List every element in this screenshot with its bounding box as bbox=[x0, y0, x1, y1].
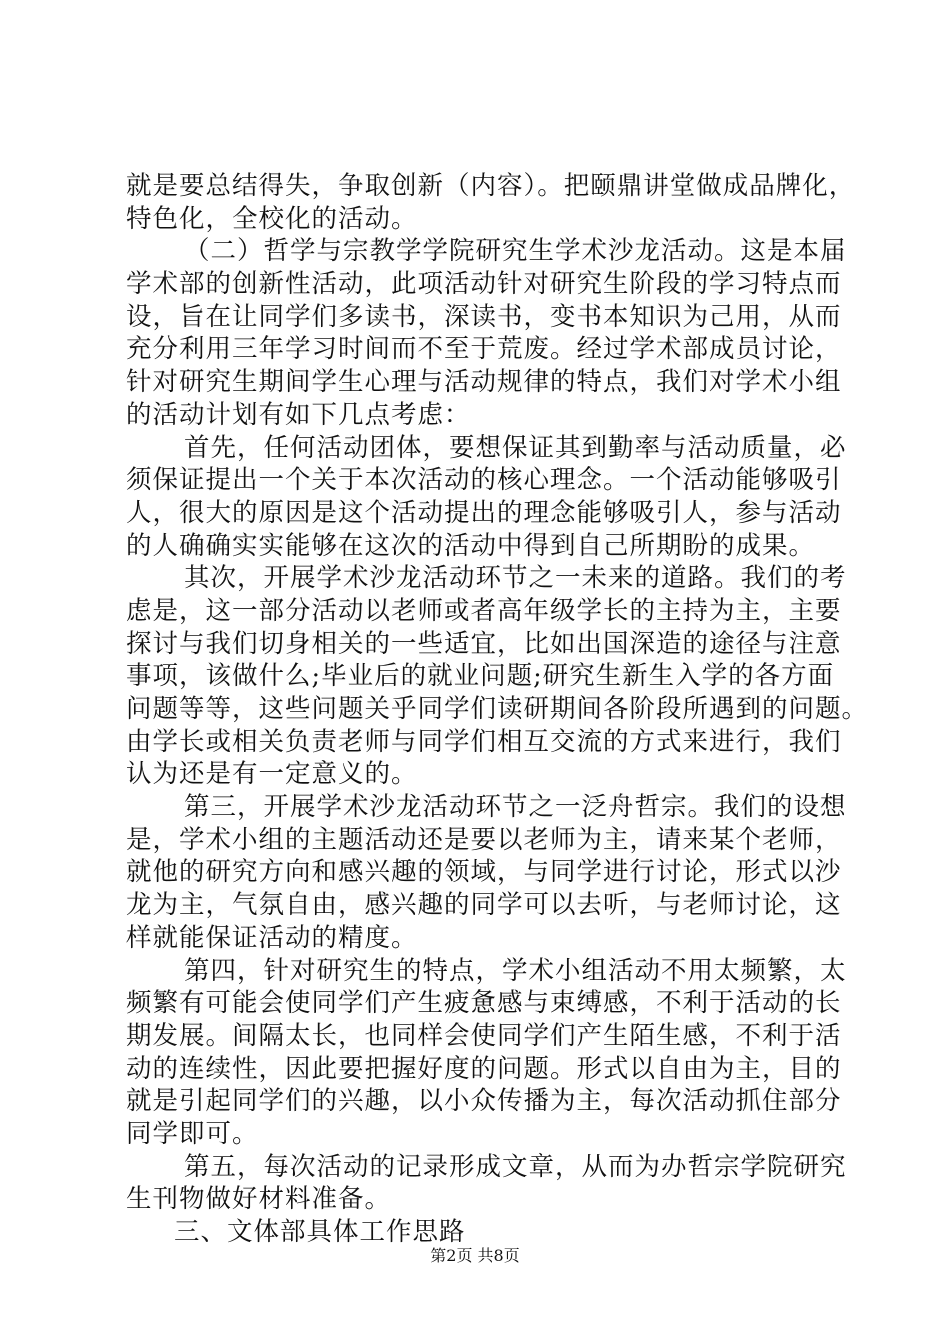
paragraph-start: 第三，开展学术沙龙活动环节之一泛舟哲宗。我们的设想 bbox=[184, 792, 847, 823]
text-line: 的人确确实实能够在这次的活动中得到自己所期盼的成果。 bbox=[126, 530, 816, 561]
text-line: 生刊物做好材料准备。 bbox=[126, 1184, 392, 1215]
text-line: 探讨与我们切身相关的一些适宜，比如出国深造的途径与注意 bbox=[126, 628, 842, 659]
text-line: 由学长或相关负责老师与同学们相互交流的方式来进行，我们 bbox=[126, 726, 842, 757]
text-line: 是，学术小组的主题活动还是要以老师为主，请来某个老师， bbox=[126, 824, 842, 855]
page-number: 第2页 共8页 bbox=[430, 1246, 520, 1265]
text-line: 期发展。间隔太长，也同样会使同学们产生陌生感，不利于活 bbox=[126, 1020, 842, 1051]
text-line: 就他的研究方向和感兴趣的领域，与同学进行讨论，形式以沙 bbox=[126, 857, 842, 888]
text-line: 学术部的创新性活动，此项活动针对研究生阶段的学习特点而 bbox=[126, 269, 842, 300]
text-line: 针对研究生期间学生心理与活动规律的特点，我们对学术小组 bbox=[126, 367, 842, 398]
text-line: 频繁有可能会使同学们产生疲惫感与束缚感，不利于活动的长 bbox=[126, 988, 842, 1019]
text-line: 同学即可。 bbox=[126, 1118, 259, 1149]
paragraph-start: （二）哲学与宗教学学院研究生学术沙龙活动。这是本届 bbox=[184, 236, 847, 267]
text-line: 就是要总结得失，争取创新（内容）。把颐鼎讲堂做成品牌化， bbox=[126, 171, 856, 201]
text-line: 设，旨在让同学们多读书，深读书，变书本知识为己用，从而 bbox=[126, 301, 842, 332]
paragraph-start: 第五，每次活动的记录形成文章，从而为办哲宗学院研究 bbox=[184, 1151, 847, 1182]
text-line: 须保证提出一个关于本次活动的核心理念。一个活动能够吸引 bbox=[126, 465, 842, 496]
text-line: 充分利用三年学习时间而不至于荒废。经过学术部成员讨论， bbox=[126, 334, 842, 365]
text-line: 的活动计划有如下几点考虑： bbox=[126, 399, 471, 430]
paragraph-start: 首先，任何活动团体，要想保证其到勤率与活动质量，必 bbox=[184, 432, 847, 463]
text-line: 事项，该做什么;毕业后的就业问题;研究生新生入学的各方面 bbox=[126, 661, 835, 692]
text-line: 人，很大的原因是这个活动提出的理念能够吸引人，参与活动 bbox=[126, 497, 842, 528]
text-line: 认为还是有一定意义的。 bbox=[126, 759, 418, 790]
text-line: 动的连续性，因此要把握好度的问题。形式以自由为主，目的 bbox=[126, 1053, 842, 1084]
paragraph-start: 其次，开展学术沙龙活动环节之一未来的道路。我们的考 bbox=[184, 563, 847, 594]
document-body bbox=[126, 170, 869, 1249]
text-line: 样就能保证活动的精度。 bbox=[126, 922, 418, 953]
text-line: 龙为主，气氛自由，感兴趣的同学可以去听，与老师讨论，这 bbox=[126, 890, 842, 921]
text-line: 虑是，这一部分活动以老师或者高年级学长的主持为主，主要 bbox=[126, 595, 842, 626]
text-line: 问题等等，这些问题关乎同学们读研期间各阶段所遇到的问题。 bbox=[126, 694, 869, 724]
text-line: 特色化，全校化的活动。 bbox=[126, 203, 418, 234]
paragraph-start: 第四，针对研究生的特点，学术小组活动不用太频繁，太 bbox=[184, 955, 847, 986]
text-line: 就是引起同学们的兴趣，以小众传播为主，每次活动抓住部分 bbox=[126, 1086, 842, 1117]
section-heading: 三、文体部具体工作思路 bbox=[174, 1217, 466, 1247]
